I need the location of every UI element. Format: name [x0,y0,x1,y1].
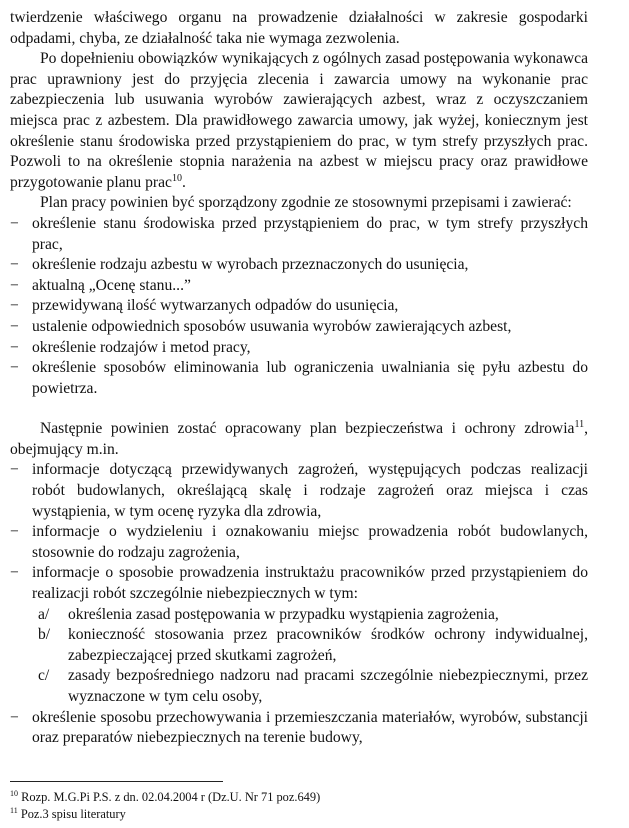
safety-list [10,460,588,604]
paragraph-text: Następnie powinien zostać opracowany plan bezpieczeństwa i ochrony zdrowia [40,420,575,438]
sub-list-marker: c/ [38,667,50,685]
list-item [10,563,588,604]
footnote [10,789,590,806]
sub-list-marker: a/ [38,605,50,623]
footnote-number: 11 [10,805,18,815]
footnote-ref: 10 [171,172,182,184]
list-item: − określenie sposobów eliminowania lub ograniczenia uwalniania się pyłu azbestu do powietrza. [10,358,588,399]
footnote-separator [10,781,223,782]
paragraph: twierdzenie właściwego organu na prowadzenie działalności w zakresie gospodarki odpadami, chyba, ze działalność taka nie wymaga zezwolenia. [10,9,588,47]
sub-list-text: konieczność stosowania przez pracowników środków ochrony indywidualnej, zabezpieczającej przed skutkami zagrożeń, [68,626,588,664]
document-body [10,8,588,749]
list-item: − ustalenie odpowiednich sposobów usuwania wyrobów zawierających azbest, [10,317,588,338]
list-item: − określenie rodzajów i metod pracy, [10,338,588,359]
list-item: − aktualną „Ocenę stanu...” [10,276,588,297]
paragraph [10,419,588,460]
paragraph-text: , obejmujący m.in. [10,420,588,458]
list-item: − informacje o wydzieleniu i oznakowaniu miejsc prowadzenia robót budowlanych, stosownie do rodzaju zagrożenia, [10,522,588,563]
sub-list-text: określenia zasad postępowania w przypadku wystąpienia zagrożenia, [68,605,499,623]
footnote-ref: 11 [574,419,585,431]
paragraph [10,49,588,193]
plan-list [10,214,588,399]
list-item: − określenie stanu środowiska przed przystąpieniem do prac, w tym strefy przyszłych prac, [10,214,588,255]
list-item-text: informacje o sposobie prowadzenia instruktażu pracowników przed przystąpieniem do realizacji robót szczególnie niebezpiecznych w tym: [32,564,588,603]
sub-list-item [10,666,588,707]
sub-list-marker: b/ [38,626,51,644]
footnote-text: Poz.3 spisu literatury [20,806,126,821]
list-item: − określenie rodzaju azbestu w wyrobach przeznaczonych do usunięcia, [10,255,588,276]
sub-list-item [10,625,588,666]
safety-list-continued [10,708,588,749]
footnotes [10,789,590,822]
list-item: − informacje dotyczącą przewidywanych zagrożeń, występujących podczas realizacji robót budowlanych, określającą skalę i rodzaje zagrożeń oraz miejsca i czas wystąpienia, w tym ocenę ryzyka dla zdrowia, [10,460,588,522]
list-item: − przewidywaną ilość wytwarzanych odpadów do usunięcia, [10,296,588,317]
sub-list-item [10,605,588,626]
sub-list [10,605,588,708]
footnote-number: 10 [10,788,18,798]
sub-list-text: zasady bezpośredniego nadzoru nad pracami szczególnie niebezpiecznymi, przez wyznaczone w tym celu osoby, [68,667,588,705]
paragraph: Plan pracy powinien być sporządzony zgodnie ze stosownymi przepisami i zawierać: [40,194,572,212]
footnote [10,806,590,823]
footnote-text: Rozp. M.G.Pi P.S. z dn. 02.04.2004 r (Dz.U. Nr 71 poz.649) [21,790,321,804]
paragraph-text: Po dopełnieniu obowiązków wynikających z ogólnych zasad postępowania wykonawca prac uprawniony jest do przyjęcia zlecenia i zawarcia umowy na wykonanie prac zabezpieczenia lub usuwania wyrobów zawierających azbest, wraz z oczyszczaniem miejsca prac z azbestem. Dla prawidłowego zawarcia umowy, jak wyżej, koniecznym jest określenie stanu środowiska przed przystąpieniem do prac, w tym strefy przyszłych prac. Pozwoli to na określenie stopnia narażenia na azbest w miejscu pracy oraz prawidłowe przygotowanie planu prac [10,50,588,191]
paragraph-text: . [181,173,186,191]
list-item: − określenie sposobu przechowywania i przemieszczania materiałów, wyrobów, substancji oraz preparatów niebezpiecznych na terenie budowy, [10,708,588,749]
